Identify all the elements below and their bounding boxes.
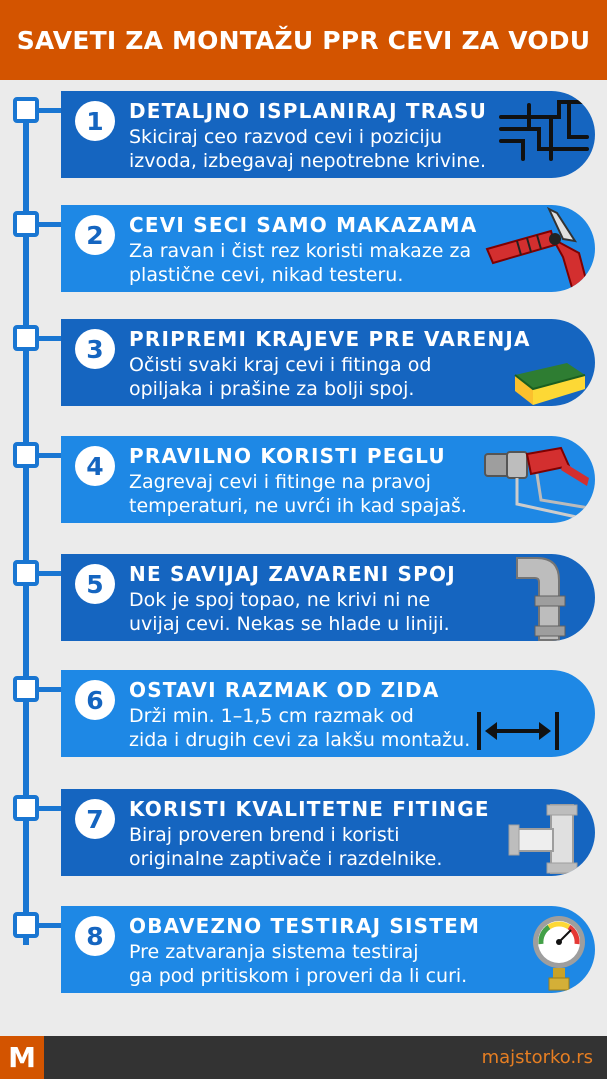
timeline-node-6	[13, 676, 39, 702]
timeline-node-4	[13, 442, 39, 468]
tip-description: Drži min. 1–1,5 cm razmak od zida i drugih cevi za lakšu montažu.	[129, 705, 471, 751]
brand-logo[interactable]: M	[0, 1036, 44, 1079]
tip-description: Biraj proveren brend i koristi originalne zaptivače i razdelnike.	[129, 824, 443, 870]
tip-description: Dok je spoj topao, ne krivi ni ne uvijaj cevi. Nekas se hlade u liniji.	[129, 589, 450, 635]
tip-card-6	[61, 670, 595, 757]
tip-card-3	[61, 319, 595, 406]
timeline-connector-2	[39, 222, 61, 227]
tip-description: Pre zatvaranja sistema testiraj ga pod pritiskom i proveri da li curi.	[129, 941, 468, 987]
timeline-connector-3	[39, 336, 61, 341]
tip-number: 3	[75, 329, 115, 369]
tip-title: OSTAVI RAZMAK OD ZIDA	[129, 678, 440, 702]
timeline-node-2	[13, 211, 39, 237]
tip-number: 8	[75, 916, 115, 956]
pipe-layout-icon	[499, 97, 591, 163]
footer-bar	[0, 1036, 607, 1079]
tip-description: Skiciraj ceo razvod cevi i poziciju izvoda, izbegavaj nepotrebne krivine.	[129, 126, 486, 172]
tip-card-8	[61, 906, 595, 993]
tip-title: OBAVEZNO TESTIRAJ SISTEM	[129, 914, 481, 938]
tip-number: 2	[75, 215, 115, 255]
site-link[interactable]: majstorko.rs	[481, 1047, 593, 1068]
tip-card-2	[61, 205, 595, 292]
pipe-cutter-icon	[479, 205, 595, 292]
tip-title: PRAVILNO KORISTI PEGLU	[129, 444, 446, 468]
sponge-icon	[511, 357, 587, 406]
header-banner	[0, 0, 607, 80]
tip-number: 4	[75, 446, 115, 486]
timeline-connector-7	[39, 806, 61, 811]
tip-title: NE SAVIJAJ ZAVARENI SPOJ	[129, 562, 456, 586]
tip-title: CEVI SECI SAMO MAKAZAMA	[129, 213, 478, 237]
pipe-elbow-icon	[509, 554, 579, 641]
tip-description: Zagrevaj cevi i fitinge na pravoj temperaturi, ne uvrći ih kad spajaš.	[129, 471, 467, 517]
tee-fitting-icon	[507, 803, 587, 875]
page-title: SAVETI ZA MONTAŽU PPR CEVI ZA VODU	[16, 25, 591, 55]
timeline-connector-5	[39, 571, 61, 576]
tip-title: DETALJNO ISPLANIRAJ TRASU	[129, 99, 488, 123]
tip-number: 1	[75, 101, 115, 141]
timeline-connector-6	[39, 687, 61, 692]
tip-card-5	[61, 554, 595, 641]
tip-card-4	[61, 436, 595, 523]
timeline-connector-4	[39, 453, 61, 458]
distance-arrow-icon	[475, 708, 561, 754]
tip-card-1	[61, 91, 595, 178]
tip-card-7	[61, 789, 595, 876]
tip-description: Za ravan i čist rez koristi makaze za plastične cevi, nikad testeru.	[129, 240, 472, 286]
timeline-node-5	[13, 560, 39, 586]
timeline-connector-8	[39, 923, 61, 928]
timeline-node-3	[13, 325, 39, 351]
tip-number: 6	[75, 680, 115, 720]
timeline-node-8	[13, 912, 39, 938]
welding-iron-icon	[477, 438, 595, 522]
timeline-node-7	[13, 795, 39, 821]
tip-number: 5	[75, 564, 115, 604]
timeline-node-1	[13, 97, 39, 123]
tip-number: 7	[75, 799, 115, 839]
tip-title: PRIPREMI KRAJEVE PRE VARENJA	[129, 327, 531, 351]
tip-title: KORISTI KVALITETNE FITINGE	[129, 797, 490, 821]
timeline-connector-1	[39, 108, 61, 113]
tip-description: Očisti svaki kraj cevi i fitinga od opiljaka i prašine za bolji spoj.	[129, 354, 432, 400]
pressure-gauge-icon	[527, 914, 591, 993]
